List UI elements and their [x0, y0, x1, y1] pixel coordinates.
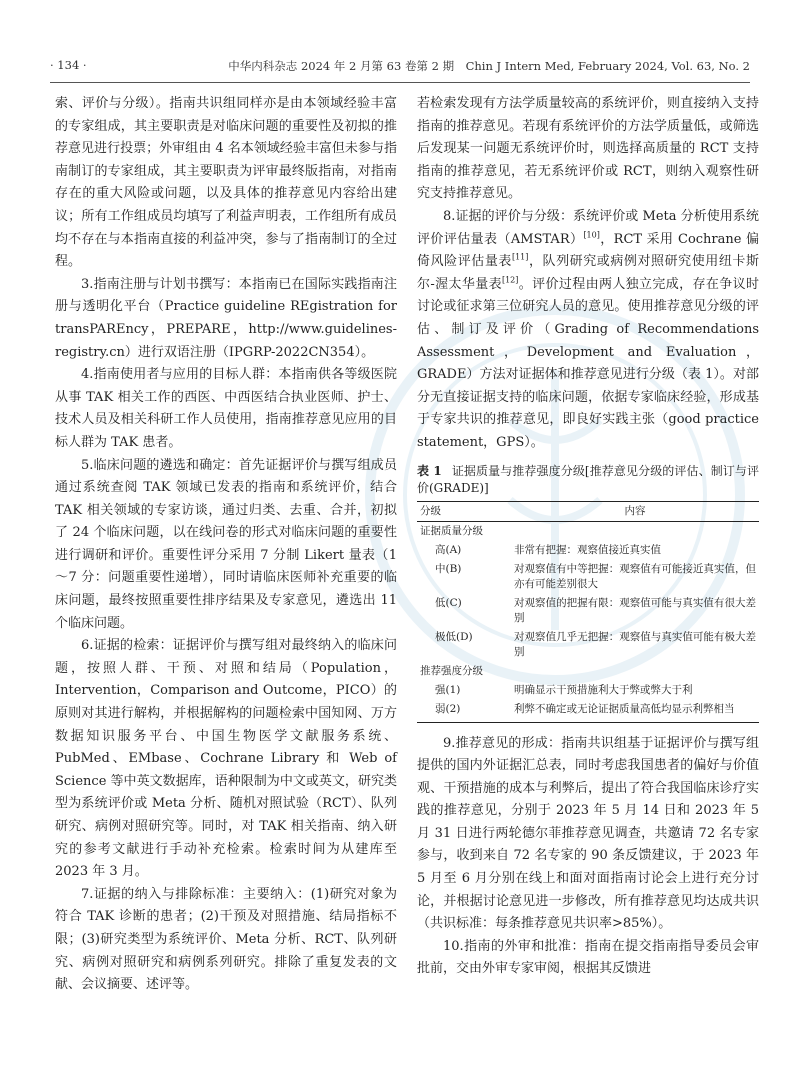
content-cell: 利弊不确定或无论证据质量高低均显示利弊相当 [511, 700, 759, 723]
paragraph: 若检索发现有方法学质量较高的系统评价，则直接纳入支持指南的推荐意见。若现有系统评价的方法学质量低，或筛选后发现某一问题无系统评价时，则选择高质量的 RCT 支持指南的推荐意见，若无系统评价或 RCT，则纳入观察性研究支持推荐意见。 [417, 96, 759, 202]
table-row [417, 541, 759, 560]
right-column [417, 93, 759, 981]
evidence-grading-table [417, 501, 759, 723]
content-cell: 明确显示干预措施利大于弊或弊大于利 [514, 683, 693, 696]
level-cell: 强(1) [435, 683, 461, 696]
paragraph: 7.证据的纳入与排除标准：主要纳入：(1)研究对象为符合 TAK 诊断的患者；(2)干预及对照措施、结局指标不限；(3)研究类型为系统评价、Meta 分析、RCT、队列研究、病例对照研究和病例系列研究。排除了重复发表的文献、会议摘要、述评等。 [55, 886, 397, 993]
paragraph: 5.临床问题的遴选和确定：首先证据评价与撰写组成员通过系统查阅 TAK 领域已发表的指南和系统评价，结合 TAK 相关领域的专家访谈，通过归类、去重、合并，初拟了 24 个临床问题，以在线问卷的形式对临床问题的重要性进行调研和评价。重要性评分采用 7 分制 Likert 量表（1～7 分：问题重要性递增），同时请临床医师补充重要的临床问题，最终按照重要性排序结果及专家意见，遴选出 11 个临床问题。 [55, 457, 397, 631]
level-cell: 高(A) [435, 543, 462, 556]
group-label: 推荐强度分级 [420, 664, 483, 677]
table-title: 证据质量与推荐强度分级[推荐意见分级的评估、制订与评价(GRADE)] [417, 463, 760, 495]
level-cell: 中(B) [435, 562, 462, 575]
paragraph: 3.指南注册与计划书撰写：本指南已在国际实践指南注册与透明化平台（Practice guideline REgistration for transPAREncy，PREPARE，http://www.guidelines-registry.cn）进行双语注册（IPGRP-2022CN354）。 [55, 276, 397, 360]
paragraph: 6.证据的检索：证据评价与撰写组对最终纳入的临床问题，按照人群、干预、对照和结局（Population，Intervention，Comparison and Outcome，PICO）的原则对其进行解构，并根据解构的问题检索中国知网、万方数据知识服务平台、中国生物医学文献服务系统、PubMed、EMbase、Cochrane Library 和 Web of Science 等中英文数据库，语种限制为中文或英文，研究类型为系统评价或 Meta 分析、随机对照试验（RCT）、队列研究、病例对照研究等。同时，对 TAK 相关指南、纳入研究的参考文献进行手动补充检索。检索时间为从建库至 2023 年 3 月。 [55, 638, 397, 880]
left-column [55, 93, 397, 997]
level-cell: 弱(2) [417, 700, 511, 723]
table-caption [417, 463, 759, 497]
content-cell: 对观察值有中等把握：观察值有可能接近真实值，但亦有可能差别很大 [514, 562, 756, 590]
content-cell: 对观察值几乎无把握：观察值与真实值可能有极大差别 [514, 630, 756, 658]
paragraph: 4.指南使用者与应用的目标人群：本指南供各等级医院从事 TAK 相关工作的西医、中西医结合执业医师、护士、技术人员及相关科研工作人员使用，指南推荐意见应用的目标人群为 TAK 患者。 [55, 367, 397, 450]
journal-title: 中华内科杂志 2024 年 2 月第 63 卷第 2 期 Chin J Intern Med, February 2024, Vol. 63, No. 2 [228, 59, 750, 73]
content-cell: 对观察值的把握有限：观察值可能与真实值有很大差别 [514, 596, 756, 624]
table-row [417, 700, 759, 723]
table-row [417, 628, 759, 662]
table-row [417, 681, 759, 700]
table-row [417, 560, 759, 594]
paragraph: 10.指南的外审和批准：指南在提交指南指导委员会审批前，交由外审专家审阅，根据其反馈进 [417, 938, 759, 977]
page-number: · 134 · [50, 58, 87, 72]
column-header-content: 内容 [511, 501, 759, 521]
paragraph: 8.证据的评价与分级：系统评价或 Meta 分析使用系统评价评估量表（AMSTAR）[10]，RCT 采用 Cochrane 偏倚风险评估量表[11]，队列研究或病例对照研究使用纽卡斯尔-渥太华量表[12]。评价过程由两人独立完成，存在争议时讨论或征求第三位研究人员的意见。使用推荐意见分级的评估、制订及评价（Grading of Recommendations Assessment，Development and Evaluation，GRADE）方法对证据体和推荐意见进行分级（表 1）。对部分无直接证据支持的临床问题，依据专家临床经验，形成基于专家共识的推荐意见，即良好实践主张（good practice statement，GPS）。 [417, 208, 759, 450]
content-cell: 非常有把握：观察值接近真实值 [514, 543, 661, 556]
page-header [50, 58, 750, 78]
level-cell: 低(C) [435, 596, 462, 609]
header-rule [50, 82, 750, 83]
group-label: 证据质量分级 [420, 524, 483, 537]
paragraph: 索、评价与分级）。指南共识组同样亦是由本领域经验丰富的专家组成，其主要职责是对临床问题的重要性及初拟的推荐意见进行投票；外审组由 4 名本领域经验丰富但未参与指南制订的专家组成，其主要职责为评审最终版指南，对指南存在的重大风险或问题，以及具体的推荐意见内容给出建议；所有工作组成员均填写了利益声明表，工作组所有成员均不存在与本指南直接的利益冲突，参与了指南制订的全过程。 [55, 96, 397, 270]
column-header-level: 分级 [417, 501, 511, 521]
paragraph: 9.推荐意见的形成：指南共识组基于证据评价与撰写组提供的国内外证据汇总表，同时考虑我国患者的偏好与价值观、干预措施的成本与利弊后，提出了符合我国临床诊疗实践的推荐意见，分别于 2023 年 5 月 14 日和 2023 年 5 月 31 日进行两轮德尔菲推荐意见调查，共邀请 72 名专家参与，收到来自 72 名专家的 90 条反馈建议，于 2023 年 5 月至 6 月分别在线上和面对面指南讨论会上进行充分讨论，并根据讨论意见进一步修改，所有推荐意见均达成共识（共识标准：每条推荐意见共识率>85%）。 [417, 735, 759, 932]
level-cell: 极低(D) [435, 630, 473, 643]
table-row [417, 594, 759, 628]
table-number: 表 1 [417, 463, 442, 478]
